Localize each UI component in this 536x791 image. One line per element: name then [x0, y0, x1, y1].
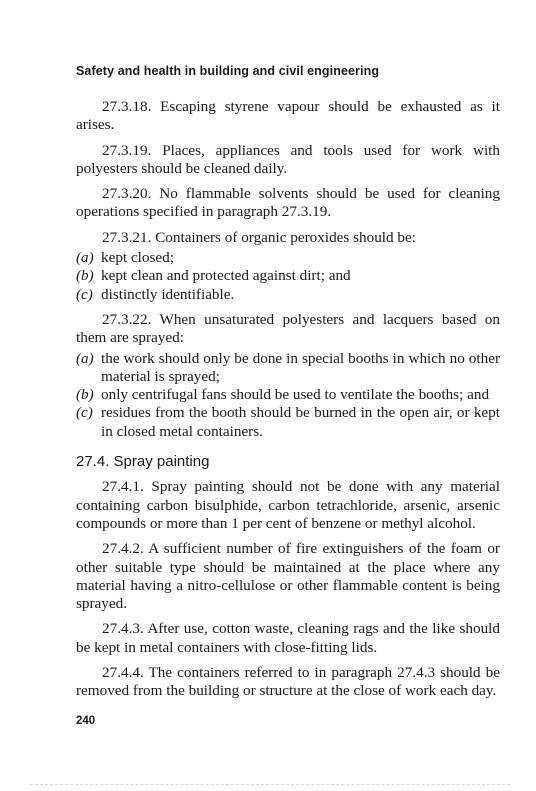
list-item-text: only centrifugal fans should be used to ventilate the booths; and: [101, 386, 490, 404]
paragraph-27-3-22: 27.3.22. When unsaturated polyesters and lacquers based on them are sprayed:: [76, 310, 500, 347]
list-item-letter: (c): [76, 285, 93, 303]
page-number: 240: [76, 715, 96, 727]
list-27-3-22: [76, 350, 500, 441]
paragraph-27-3-20: 27.3.20. No flammable solvents should be used for cleaning operations specified in paragraph 27.3.19.: [76, 185, 500, 221]
scan-edge-marks: [30, 784, 510, 787]
paragraph-27-3-19: 27.3.19. Places, appliances and tools used for work with polyesters should be cleaned daily.: [76, 141, 500, 177]
running-head: Safety and health in building and civil engineering: [76, 64, 380, 78]
paragraph-27-3-18: 27.3.18. Escaping styrene vapour should be exhausted as it arises.: [76, 98, 500, 134]
list-item-text: kept closed;: [101, 249, 174, 267]
list-item: [76, 249, 500, 267]
list-item: [76, 267, 500, 285]
list-item-letter: (a): [76, 349, 94, 367]
paragraph-27-4-4: 27.4.4. The containers referred to in paragraph 27.4.3 should be removed from the building or structure at the close of work each day.: [76, 664, 500, 700]
paragraph-27-4-2: 27.4.2. A sufficient number of fire extinguishers of the foam or other suitable type should be maintained at the place where any material having a nitro-cellulose or other flammable content is being sprayed.: [76, 540, 500, 613]
list-item: [76, 386, 500, 404]
list-item-text: residues from the booth should be burned in the open air, or kept in closed metal containers.: [101, 404, 500, 440]
section-heading: 27.4. Spray painting: [76, 453, 210, 471]
paragraph-27-4-3: 27.4.3. After use, cotton waste, cleaning rags and the like should be kept in metal containers with close-fitting lids.: [76, 620, 500, 656]
list-item-letter: (b): [76, 267, 94, 285]
list-item-text: the work should only be done in special booths in which no other material is sprayed;: [101, 349, 500, 385]
list-item-letter: (a): [76, 249, 94, 267]
list-item-letter: (c): [76, 404, 93, 422]
list-27-3-21: [76, 249, 500, 304]
paragraph-27-4-1: 27.4.1. Spray painting should not be done with any material containing carbon bisulphide, carbon tetrachloride, arsenic, arsenic compounds or more than 1 per cent of benzene or methyl alcohol.: [76, 478, 500, 532]
list-item-text: kept clean and protected against dirt; and: [101, 267, 351, 285]
list-item: [76, 350, 500, 387]
list-item: [76, 404, 500, 441]
list-item: [76, 286, 500, 304]
paragraph-27-3-21: 27.3.21. Containers of organic peroxides should be:: [102, 228, 416, 246]
page-body: [76, 98, 500, 708]
list-item-text: distinctly identifiable.: [101, 285, 235, 303]
list-item-letter: (b): [76, 386, 94, 404]
